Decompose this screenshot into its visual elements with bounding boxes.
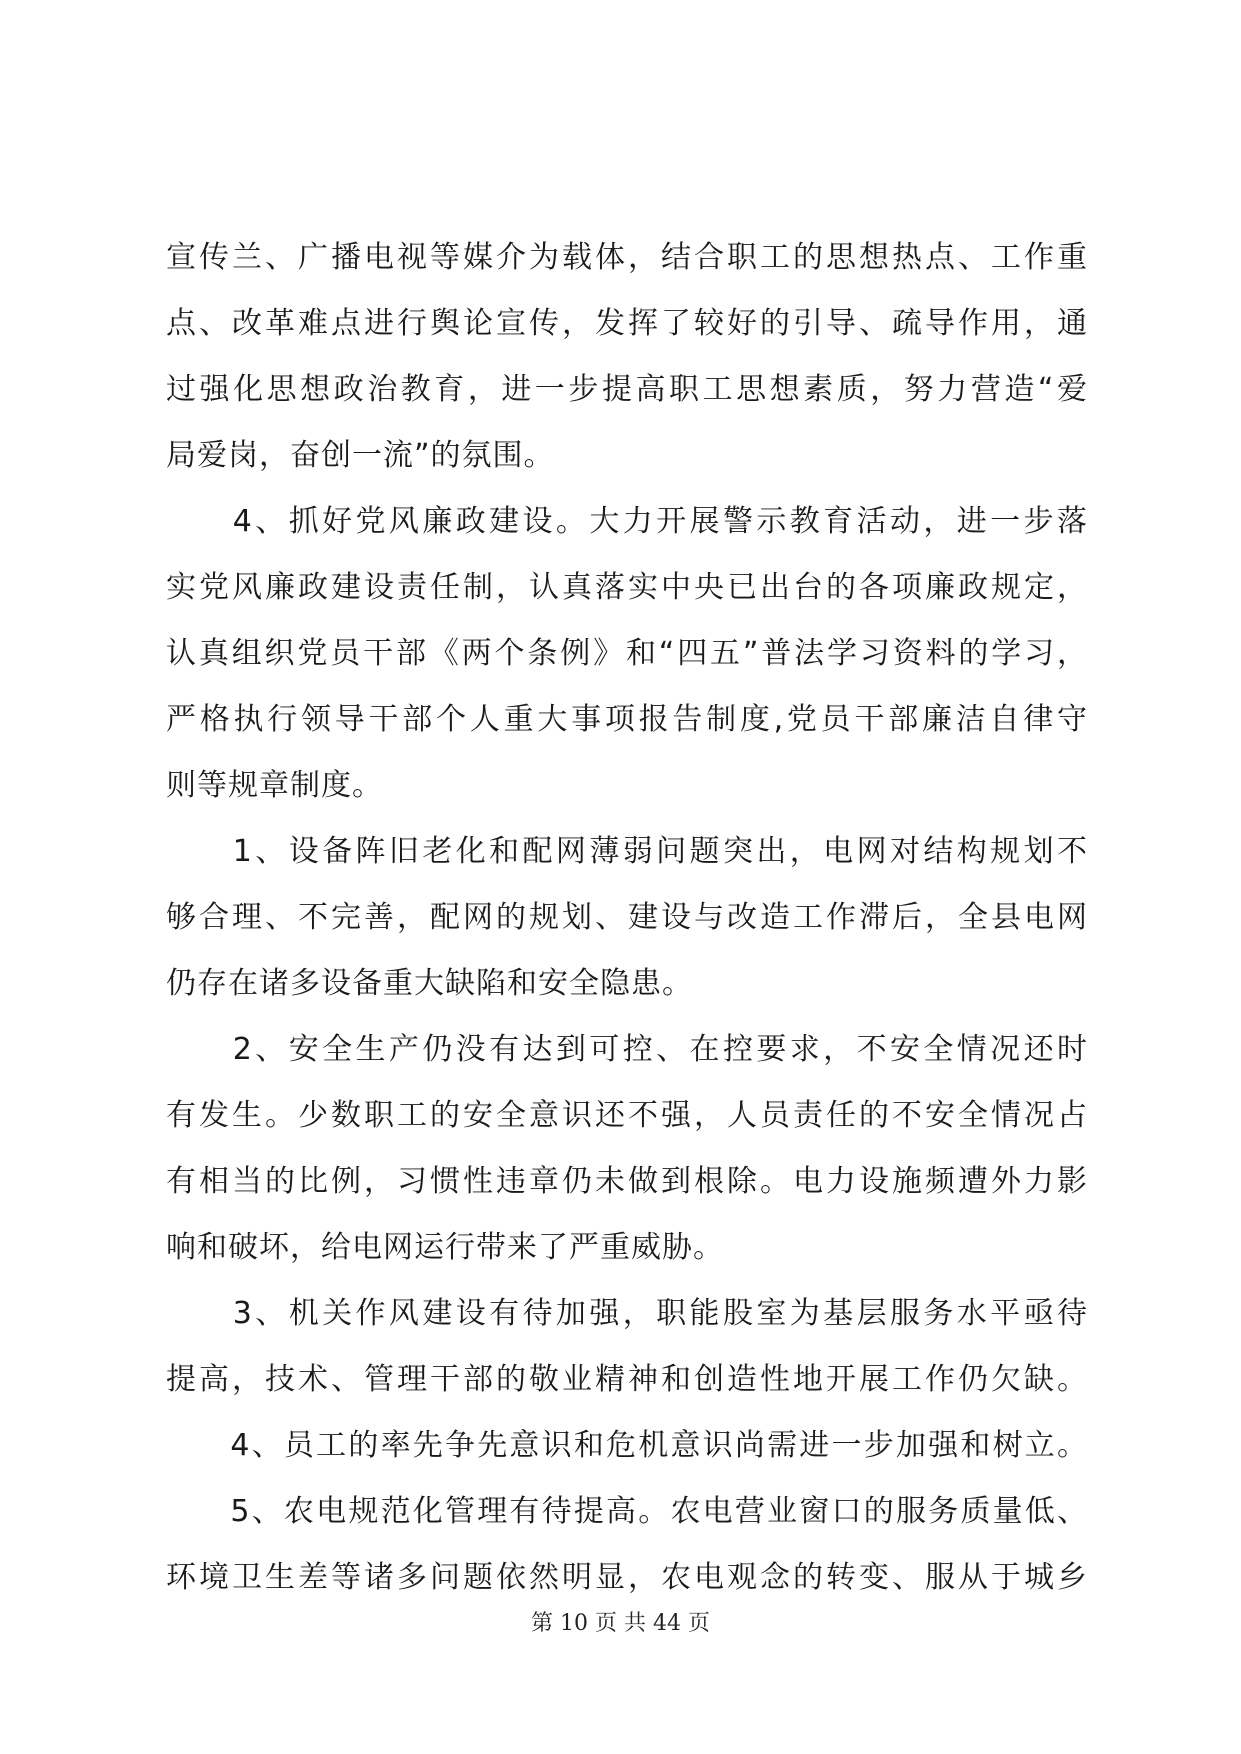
text-line: 仍存在诸多设备重大缺陷和安全隐患。 (166, 966, 693, 1001)
text-line: 有发生。少数职工的安全意识还不强，人员责任的不安全情况占 (166, 1098, 1088, 1133)
text-line: 够合理、不完善，配网的规划、建设与改造工作滞后，全县电网 (166, 900, 1088, 935)
text-line: 过强化思想政治教育，进一步提高职工思想素质，努力营造“爱 (166, 372, 1088, 407)
text-line: 则等规章制度。 (166, 768, 383, 803)
text-line: 环境卫生差等诸多问题依然明显，农电观念的转变、服从于城乡 (166, 1560, 1088, 1595)
text-line: 宣传兰、广播电视等媒介为载体，结合职工的思想热点、工作重 (166, 240, 1088, 275)
text-line: 3、机关作风建设有待加强，职能股室为基层服务水平亟待 (166, 1296, 1088, 1331)
text-line: 实党风廉政建设责任制，认真落实中央已出台的各项廉政规定， (166, 570, 1088, 605)
text-line: 提高，技术、管理干部的敬业精神和创造性地开展工作仍欠缺。 (166, 1362, 1088, 1397)
page-number-footer: 第 10 页 共 44 页 (531, 1611, 710, 1636)
text-line: 点、改革难点进行舆论宣传，发挥了较好的引导、疏导作用，通 (166, 306, 1088, 341)
text-line: 4、员工的率先争先意识和危机意识尚需进一步加强和树立。 (166, 1428, 1088, 1463)
text-line: 局爱岗，奋创一流”的氛围。 (166, 438, 555, 473)
text-line: 2、安全生产仍没有达到可控、在控要求，不安全情况还时 (166, 1032, 1088, 1067)
text-line: 4、抓好党风廉政建设。大力开展警示教育活动，进一步落 (166, 504, 1088, 539)
text-line: 认真组织党员干部《两个条例》和“四五”普法学习资料的学习， (166, 636, 1088, 671)
text-line: 有相当的比例，习惯性违章仍未做到根除。电力设施频遭外力影 (166, 1164, 1088, 1199)
text-line: 响和破坏，给电网运行带来了严重威胁。 (166, 1230, 724, 1265)
text-line: 严格执行领导干部个人重大事项报告制度,党员干部廉洁自律守 (166, 702, 1088, 737)
text-line: 1、设备阵旧老化和配网薄弱问题突出，电网对结构规划不 (166, 834, 1088, 869)
document-body (166, 225, 1088, 1611)
text-line: 5、农电规范化管理有待提高。农电营业窗口的服务质量低、 (166, 1494, 1088, 1529)
